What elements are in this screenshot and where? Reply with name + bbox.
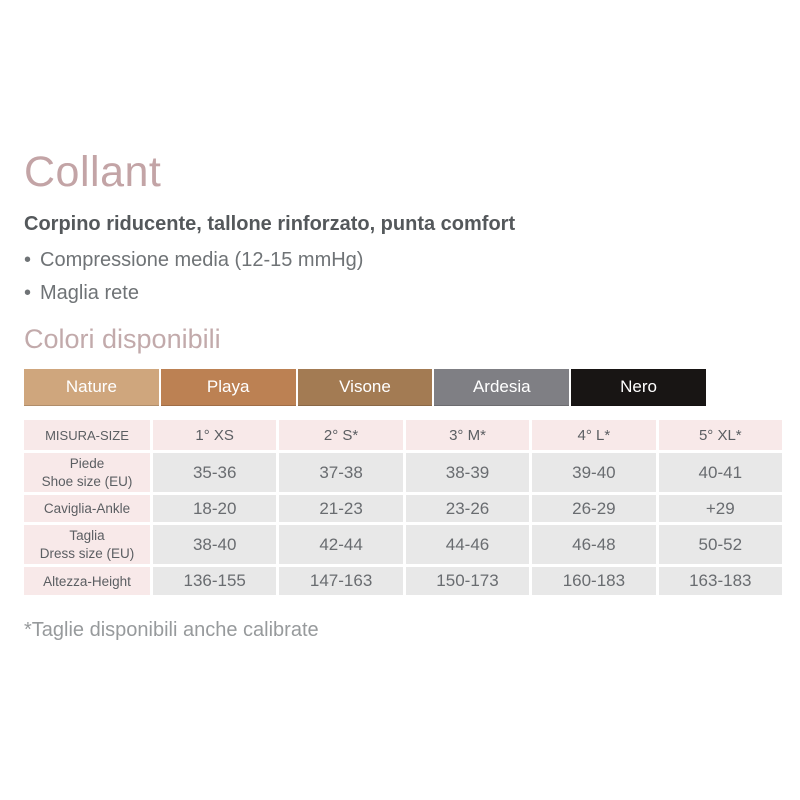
value-cell: +29: [659, 495, 782, 522]
header-cell-size: 1° XS: [153, 420, 276, 450]
colors-heading: Colori disponibili: [24, 324, 221, 355]
row-label-cell: Caviglia-Ankle: [24, 495, 150, 522]
product-title: Collant: [24, 148, 162, 196]
value-cell: 163-183: [659, 567, 782, 595]
value-cell: 150-173: [406, 567, 529, 595]
value-cell: 39-40: [532, 453, 655, 492]
feature-text: Compressione media (12-15 mmHg): [40, 249, 364, 272]
value-cell: 42-44: [279, 525, 402, 564]
value-cell: 21-23: [279, 495, 402, 522]
row-label-cell: Taglia Dress size (EU): [24, 525, 150, 564]
color-swatch-ardesia[interactable]: [434, 369, 569, 406]
value-cell: 44-46: [406, 525, 529, 564]
swatch-label: Visone: [339, 377, 391, 397]
color-swatch-nero[interactable]: [571, 369, 706, 406]
value-cell: 35-36: [153, 453, 276, 492]
value-cell: 136-155: [153, 567, 276, 595]
bullet-glyph: •: [24, 282, 32, 305]
header-cell-size: 3° M*: [406, 420, 529, 450]
color-swatch-playa[interactable]: [161, 369, 296, 406]
swatch-label: Nero: [620, 377, 658, 397]
header-cell-size: 2° S*: [279, 420, 402, 450]
value-cell: 37-38: [279, 453, 402, 492]
row-label-cell: Piede Shoe size (EU): [24, 453, 150, 492]
value-cell: 40-41: [659, 453, 782, 492]
value-cell: 26-29: [532, 495, 655, 522]
row-label-cell: Altezza-Height: [24, 567, 150, 595]
feature-text: Maglia rete: [40, 282, 139, 305]
footnote: *Taglie disponibili anche calibrate: [24, 619, 319, 642]
header-cell-size: 4° L*: [532, 420, 655, 450]
header-cell-misura: MISURA-SIZE: [24, 420, 150, 450]
swatch-label: Playa: [206, 377, 250, 397]
swatch-label: Nature: [65, 377, 117, 397]
color-swatch-nature[interactable]: [24, 369, 159, 406]
color-swatch-row: [24, 369, 706, 406]
feature-item: [24, 244, 782, 277]
bullet-glyph: •: [24, 249, 32, 272]
value-cell: 18-20: [153, 495, 276, 522]
product-subtitle: Corpino riducente, tallone rinforzato, punta comfort: [24, 213, 516, 236]
value-cell: 50-52: [659, 525, 782, 564]
color-swatch-visone[interactable]: [298, 369, 433, 406]
value-cell: 23-26: [406, 495, 529, 522]
feature-list: [24, 244, 782, 310]
feature-item: [24, 277, 782, 310]
value-cell: 46-48: [532, 525, 655, 564]
size-table: [24, 420, 782, 595]
header-cell-size: 5° XL*: [659, 420, 782, 450]
value-cell: 38-39: [406, 453, 529, 492]
value-cell: 147-163: [279, 567, 402, 595]
value-cell: 160-183: [532, 567, 655, 595]
swatch-label: Ardesia: [472, 377, 531, 397]
value-cell: 38-40: [153, 525, 276, 564]
